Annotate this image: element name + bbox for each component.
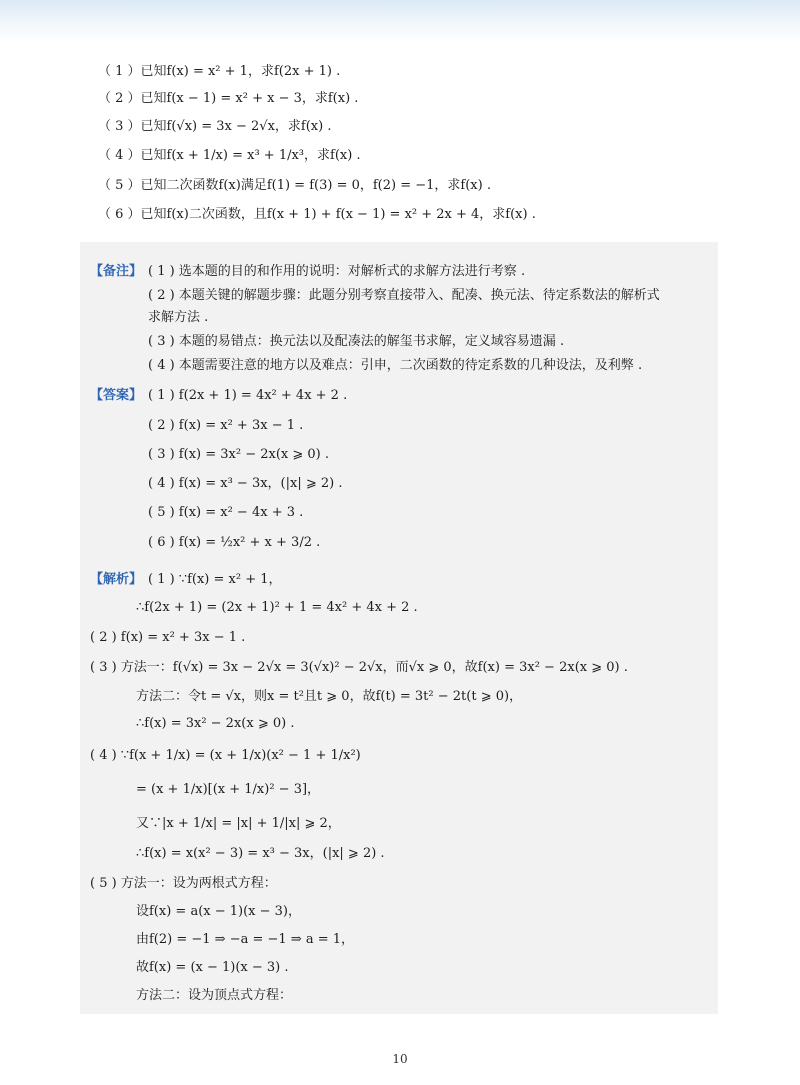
note-3: ( 3 ) 本题的易错点：换元法以及配凑法的解玺书求解，定义域容易遗漏 . <box>148 334 565 349</box>
analysis-line-11: ( 5 ) 方法一：设为两根式方程： <box>90 876 277 891</box>
analysis-line-12: 设f(x) = a(x − 1)(x − 3)， <box>136 904 302 919</box>
answer-6: ( 6 ) f(x) = ½x² + x + 3/2 . <box>148 535 321 550</box>
answer-4: ( 4 ) f(x) = x³ − 3x，(|x| ⩾ 2) . <box>148 476 343 491</box>
analysis-line-8: = (x + 1/x)[(x + 1/x)² − 3]， <box>136 782 321 797</box>
problem-1: （ 1 ）已知f(x) = x² + 1，求f(2x + 1) . <box>98 64 341 79</box>
answers-label: 【答案】 <box>90 388 143 403</box>
analysis-line-15: 方法二：设为顶点式方程： <box>136 988 293 1003</box>
analysis-line-3: ( 2 ) f(x) = x² + 3x − 1 . <box>90 630 246 645</box>
problem-3: （ 3 ）已知f(√x) = 3x − 2√x，求f(x) . <box>98 119 332 134</box>
analysis-line-6: ∴f(x) = 3x² − 2x(x ⩾ 0) . <box>136 716 295 731</box>
analysis-line-9: 又∵|x + 1/x| = |x| + 1/|x| ⩾ 2， <box>136 816 341 831</box>
page-number: 10 <box>392 1052 408 1066</box>
analysis-line-1: ( 1 ) ∵f(x) = x² + 1， <box>148 572 282 587</box>
analysis-line-14: 故f(x) = (x − 1)(x − 3) . <box>136 960 289 975</box>
problem-6: （ 6 ）已知f(x)二次函数，且f(x + 1) + f(x − 1) = x² + 2x + 4，求f(x) . <box>98 207 536 222</box>
analysis-label: 【解析】 <box>90 572 143 587</box>
analysis-line-10: ∴f(x) = x(x² − 3) = x³ − 3x，(|x| ⩾ 2) . <box>136 846 385 861</box>
answer-2: ( 2 ) f(x) = x² + 3x − 1 . <box>148 418 304 433</box>
analysis-line-7: ( 4 ) ∵f(x + 1/x) = (x + 1/x)(x² − 1 + 1/x²) <box>90 748 361 763</box>
header-band <box>0 0 800 42</box>
problem-4: （ 4 ）已知f(x + 1/x) = x³ + 1/x³，求f(x) . <box>98 148 361 163</box>
analysis-line-4: ( 3 ) 方法一：f(√x) = 3x − 2√x = 3(√x)² − 2√x，而√x ⩾ 0，故f(x) = 3x² − 2x(x ⩾ 0) . <box>90 660 628 675</box>
analysis-line-13: 由f(2) = −1 ⇒ −a = −1 ⇒ a = 1， <box>136 932 355 947</box>
answer-1: ( 1 ) f(2x + 1) = 4x² + 4x + 2 . <box>148 388 348 403</box>
note-2: ( 2 ) 本题关键的解题步骤：此题分别考察直接带入、配凑、换元法、待定系数法的解析式 <box>148 288 660 303</box>
answer-3: ( 3 ) f(x) = 3x² − 2x(x ⩾ 0) . <box>148 447 329 462</box>
note-2-cont: 求解方法 . <box>148 310 209 325</box>
problem-2: （ 2 ）已知f(x − 1) = x² + x − 3，求f(x) . <box>98 91 359 106</box>
analysis-line-5: 方法二：令t = √x，则x = t²且t ⩾ 0，故f(t) = 3t² − 2t(t ⩾ 0)， <box>136 689 523 704</box>
note-4: ( 4 ) 本题需要注意的地方以及难点：引申，二次函数的待定系数的几种设法，及利弊 . <box>148 358 643 373</box>
notes-label: 【备注】 <box>90 264 143 279</box>
note-1: ( 1 ) 选本题的目的和作用的说明：对解析式的求解方法进行考察 . <box>148 264 526 279</box>
problem-5: （ 5 ）已知二次函数f(x)满足f(1) = f(3) = 0，f(2) = −1，求f(x) . <box>98 178 491 193</box>
answer-5: ( 5 ) f(x) = x² − 4x + 3 . <box>148 505 304 520</box>
analysis-line-2: ∴f(2x + 1) = (2x + 1)² + 1 = 4x² + 4x + 2 . <box>136 600 418 615</box>
